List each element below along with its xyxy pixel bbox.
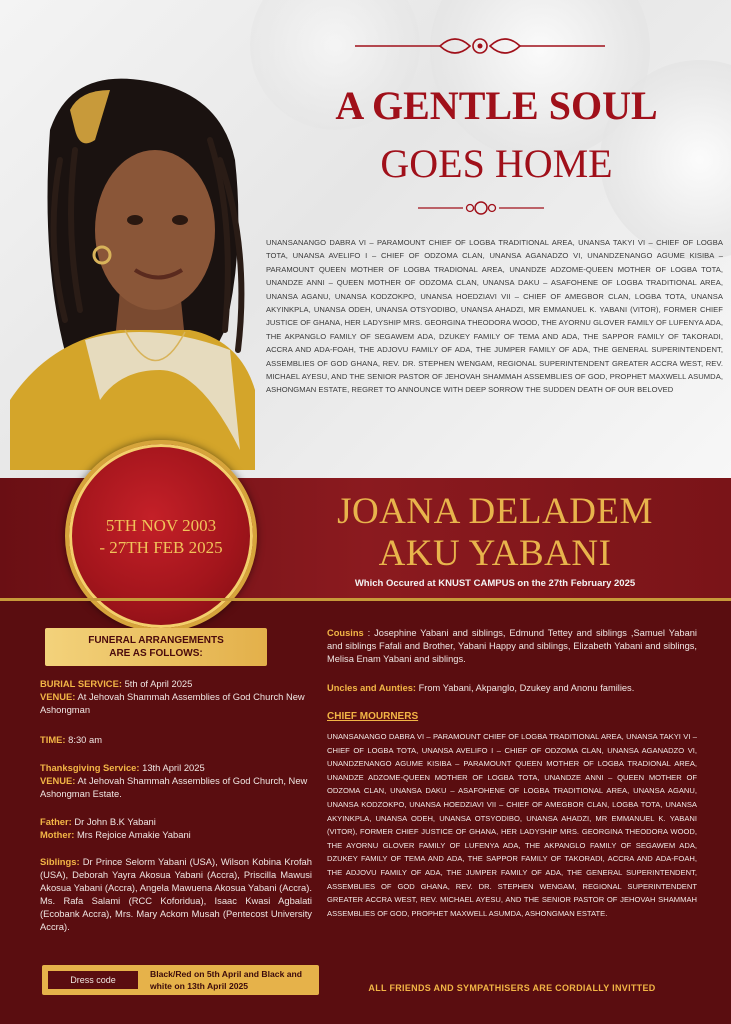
heading-ornament: [418, 198, 544, 218]
death-date: - 27TH FEB 2025: [99, 538, 223, 557]
burial-label: BURIAL SERVICE:: [40, 678, 122, 689]
siblings-label: Siblings:: [40, 856, 80, 867]
parents: [40, 815, 312, 841]
time-label: TIME:: [40, 734, 66, 745]
deceased-name-line-2: AKU YABANI: [378, 533, 612, 574]
funeral-title-line-1: FUNERAL ARRANGEMENTS: [88, 635, 224, 646]
siblings: [40, 855, 312, 933]
cousins: [327, 627, 697, 666]
cousins-label: Cousins: [327, 628, 364, 638]
service-time: [40, 733, 312, 746]
uncles-label: Uncles and Aunties:: [327, 683, 417, 693]
chief-mourners-list: UNANSANANGO DABRA VI – PARAMOUNT CHIEF OF LOGBA TRADITIONAL AREA, UNANSA TAKYI VI – CHIEF OF LOGBA TOTA, UNANSA AVELIFO I – CHIEF OF ODZOMA CLAN, UNANSA AGANADZO VI, UNANDZENANGO AGUME KISIBA – PARAMOUNT QUEEN MOTHER OF LOGBA TRADIONAL AREA, UNANDZE ADZOME-QUEEN MOTHER OF LOGBA TOTA, UNANDZE ANNI – QUEEN MOTHER OF ODZOMA CLAN, UNANSA DAKU – ASAFOHENE OF LOGBA TRADITIONAL AREA, UNANSA AGANU, UNANSA KODZOKPO, UNANSA HOEDZIAVI VII – CHIEF OF AMEGBOR CLAN, LOGBA TOTA, UNANSA AKYINKPLA, UNANSA ODEH, UNANSA OTSYODIBO, UNANSA AHADZI, MR EMMANUEL K. YABANI (VITOR), FORMER CHIEF JUSTICE OF GHANA, HER LADYSHIP MRS. GEORGINA THEODORA WOOD, THE AYORNU GLOVER FAMILY OF LUFENYA ADA, THE AKPANGLO FAMILY OF SEGAWEM ADA, DZUKEY FAMILY OF TEMA AND ADA, THE SAPPOR FAMILY OF TAKORADI, ACCRA AND ADA-FOAH, THE ADJOVU FAMILY OF ADA, THE JUMPER FAMILY OF ADA, THE GENERAL SUPERINTENDENT, ASSEMBLIES OF GOD GHANA, REV. DR. STEPHEN WENGAM, REGIONAL SUPERINTENDENT GREATER ACCRA WEST, REV. MICHAEL AYESU, AND THE SENIOR PASTOR OF JEHOVAH SHAMMAH ASSEMBLIES OF GOD, PROPHET MAXWELL ASUMDA, ASHONGMAN ESTATE.: [327, 732, 697, 918]
gold-divider: [0, 598, 731, 601]
cousins-list: : Josephine Yabani and siblings, Edmund Tettey and siblings ,Samuel Yabani and siblings Fafali and Brother, Yabani Happy and siblings, Elizabeth Yabani and siblings, Melisa Enam Yabani and siblings.: [327, 628, 697, 664]
dress-code-box: [42, 965, 319, 995]
dress-code-value: Black/Red on 5th April and Black and white on 13th April 2025: [150, 969, 303, 991]
mother-label: Mother:: [40, 829, 75, 840]
heading-line-1: A GENTLE SOUL: [335, 83, 658, 128]
thanksgiving-venue-label: VENUE:: [40, 775, 76, 786]
thanksgiving-date: 13th April 2025: [139, 762, 205, 773]
father-label: Father:: [40, 816, 72, 827]
thanksgiving-service: [40, 761, 312, 800]
deceased-name-line-1: JOANA DELADEM: [337, 491, 653, 532]
uncles-list: From Yabani, Akpanglo, Dzukey and Anonu families.: [416, 683, 635, 693]
uncles-aunties: [327, 682, 697, 695]
invitation-footer: ALL FRIENDS AND SYMPATHISERS ARE CORDIALLY INVITTED: [368, 983, 656, 993]
thanksgiving-venue: At Jehovah Shammah Assemblies of God Church, New Ashongman Estate.: [40, 775, 308, 799]
father-name: Dr John B.K Yabani: [71, 816, 156, 827]
dates-medallion: [65, 440, 257, 632]
dress-code-label: Dress code: [48, 971, 138, 989]
top-section: [0, 0, 731, 478]
burial-venue-label: VENUE:: [40, 691, 76, 702]
occured-note: Which Occured at KNUST CAMPUS on the 27th February 2025: [354, 578, 636, 589]
chief-mourners-title: CHIEF MOURNERS: [327, 711, 419, 722]
intro-announcement: UNANSANANGO DABRA VI – PARAMOUNT CHIEF OF LOGBA TRADITIONAL AREA, UNANSA TAKYI VI – CHIEF OF LOGBA TOTA, UNANSA AVELIFO I – CHIEF OF ODZOMA CLAN, UNANSA AGANADZO VI, UNANDZENANGO AGUME KISIBA – PARAMOUNT QUEEN MOTHER OF LOGBA TRADIONAL AREA, UNANDZE ADZOME-QUEEN MOTHER OF LOGBA TOTA, UNANDZE ANNI – QUEEN MOTHER OF ODZOMA CLAN, UNANSA DAKU – ASAFOHENE OF LOGBA TRADITIONAL AREA, UNANSA AGANU, UNANSA KODZOKPO, UNANSA HOEDZIAVI VII – CHIEF OF AMEGBOR CLAN, LOGBA TOTA, UNANSA AKYINKPLA, UNANSA ODEH, UNANSA OTSYODIBO, UNANSA AHADZI, MR EMMANUEL K. YABANI (VITOR), FORMER CHIEF JUSTICE OF GHANA, HER LADYSHIP MRS. GEORGINA THEODORA WOOD, THE AYORNU GLOVER FAMILY OF LUFENYA ADA, THE AKPANGLO FAMILY OF SEGAWEM ADA, DZUKEY FAMILY OF TEMA AND ADA, THE SAPPOR FAMILY OF TAKORADI, ACCRA AND ADA-FOAH, THE ADJOVU FAMILY OF ADA, THE JUMPER FAMILY OF ADA, THE GENERAL SUPERINTENDENT, ASSEMBLIES OF GOD GHANA, REV. DR. STEPHEN WENGAM, REGIONAL SUPERINTENDENT GREATER ACCRA WEST, REV. MICHAEL AYESU, AND THE SENIOR PASTOR OF JEHOVAH SHAMMAH ASSEMBLIES OF GOD, PROPHET MAXWELL ASUMDA, ASHONGMAN ESTATE, REGRET TO ANNOUNCE WITH DEEP SORROW THE SUDDEN DEATH OF OUR BELOVED: [266, 238, 723, 395]
funeral-title-line-2: ARE AS FOLLOWS:: [109, 648, 203, 659]
siblings-list: Dr Prince Selorm Yabani (USA), Wilson Kobina Krofah (USA), Deborah Yayra Akosua Yabani (Accra), Priscilla Mawusi Akosua Yabani (Accra), Angela Mawuena Akosua Yabani (Accra). Ms. Rafa Salami (RCC Koforidua), Isaac Kwasi Agbalati (Ecobank Accra), Mrs. Mary Ackom Musah (Pentecost University Accra).: [40, 856, 312, 932]
time-value: 8:30 am: [65, 734, 103, 745]
portrait-photo: [10, 70, 265, 470]
burial-service: [40, 677, 312, 716]
thanksgiving-label: Thanksgiving Service:: [40, 762, 140, 773]
mother-name: Mrs Rejoice Amakie Yabani: [74, 829, 191, 840]
top-ornament: [355, 30, 605, 62]
burial-date: 5th of April 2025: [121, 678, 193, 689]
birth-date: 5TH NOV 2003: [105, 516, 217, 535]
burial-venue: At Jehovah Shammah Assemblies of God Church New Ashongman: [40, 691, 305, 715]
funeral-arrangements-banner: [45, 628, 267, 666]
heading-line-2: GOES HOME: [380, 141, 613, 186]
